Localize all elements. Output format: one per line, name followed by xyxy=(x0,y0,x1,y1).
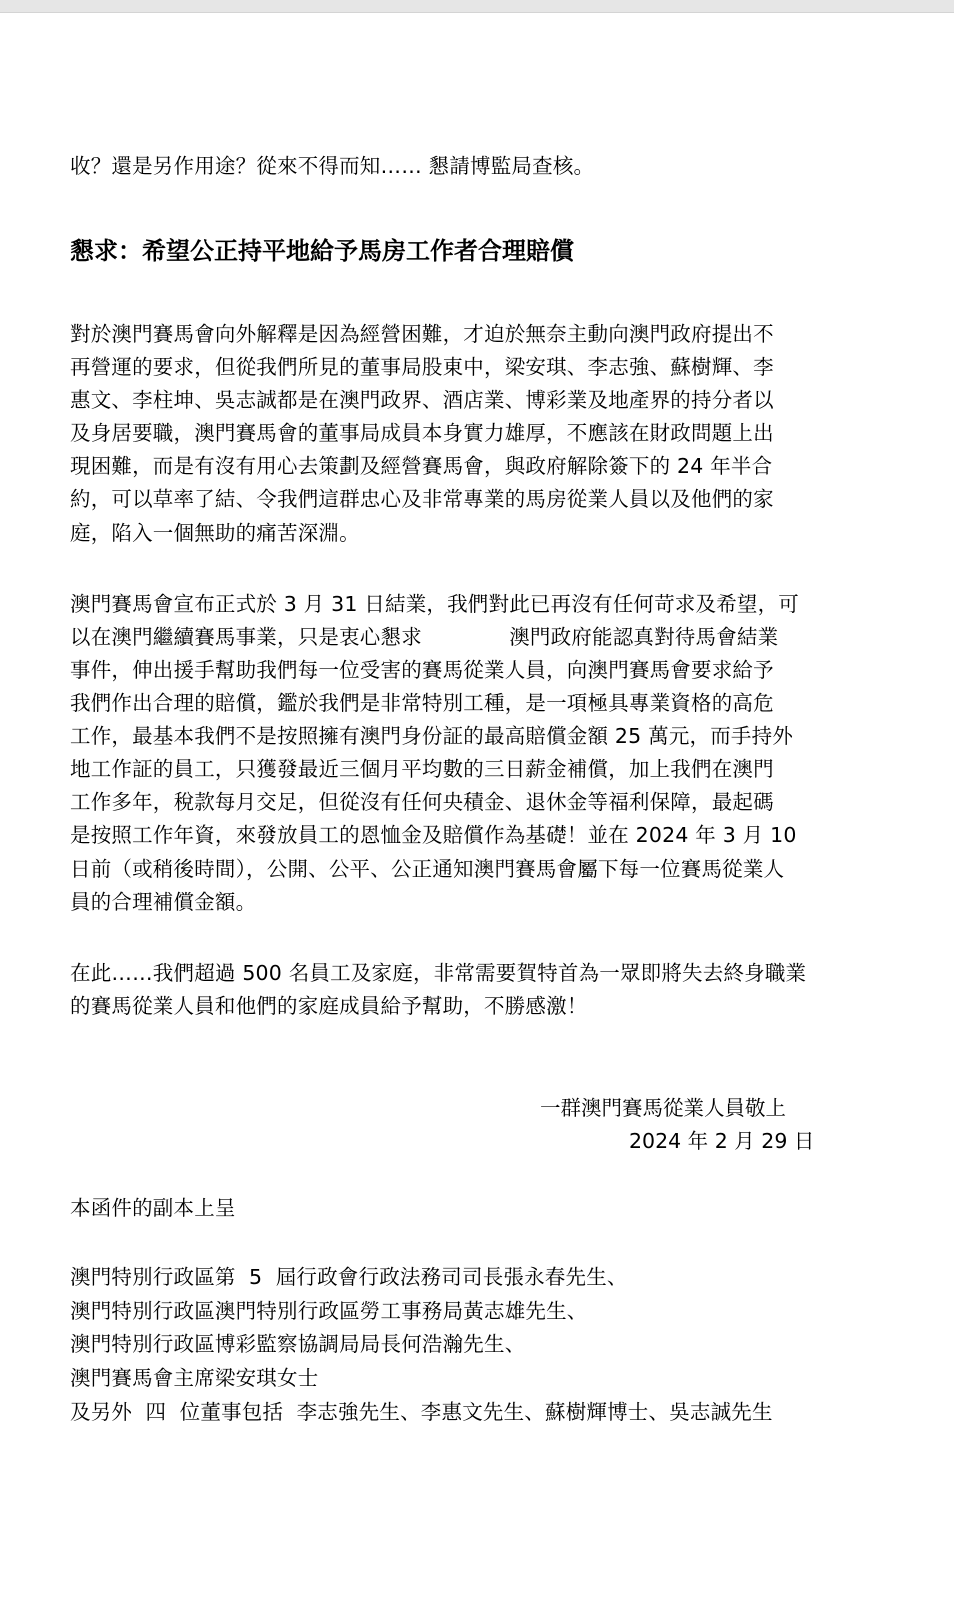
paragraph-line: 以在澳門繼續賽馬事業，只是衷心懇求 澳門政府能認真對待馬會結業 xyxy=(70,625,779,649)
paragraph-line: 的賽馬從業人員和他們的家庭成員給予幫助，不勝感激！ xyxy=(70,994,588,1018)
appeal-heading: 懇求：希望公正持平地給予馬房工作者合理賠償 xyxy=(70,237,574,265)
paragraph-line: 是按照工作年資，來發放員工的恩恤金及賠償作為基礎！並在 2024 年 3 月 10 xyxy=(70,823,797,847)
copy-recipient: 澳門特別行政區博彩監察協調局局長何浩瀚先生、 xyxy=(70,1332,526,1356)
copy-recipient: 澳門特別行政區第 5 屆行政會行政法務司司長張永春先生、 xyxy=(70,1265,628,1289)
letter-date: 2024 年 2 月 29 日 xyxy=(629,1129,815,1153)
paragraph-line: 我們作出合理的賠償，鑑於我們是非常特別工種，是一項極具專業資格的高危 xyxy=(70,691,774,715)
paragraph-line: 工作多年，稅款每月交足，但從沒有任何央積金、退休金等福利保障，最起碼 xyxy=(70,790,774,814)
paragraph-line: 再營運的要求，但從我們所見的董事局股東中，梁安琪、李志強、蘇樹輝、李 xyxy=(70,355,774,379)
copy-recipient: 及另外 四 位董事包括 李志強先生、李惠文先生、蘇樹輝博士、吳志誠先生 xyxy=(70,1400,773,1424)
paragraph-line: 約，可以草率了結、令我們這群忠心及非常專業的馬房從業人員以及他們的家 xyxy=(70,487,774,511)
signature: 一群澳門賽馬從業人員敬上 xyxy=(540,1096,786,1120)
paragraph-line: 惠文、李柱坤、吳志誠都是在澳門政界、酒店業、博彩業及地產界的持分者以 xyxy=(70,388,774,412)
paragraph-line: 事件，伸出援手幫助我們每一位受害的賽馬從業人員，向澳門賽馬會要求給予 xyxy=(70,658,774,682)
copy-recipient: 澳門特別行政區澳門特別行政區勞工事務局黃志雄先生、 xyxy=(70,1299,588,1323)
paragraph-line: 日前（或稍後時間），公開、公平、公正通知澳門賽馬會屬下每一位賽馬從業人 xyxy=(70,857,785,881)
paragraph-line: 對於澳門賽馬會向外解釋是因為經營困難，才迫於無奈主動向澳門政府提出不 xyxy=(70,322,774,346)
paragraph-line: 澳門賽馬會宣布正式於 3 月 31 日結業，我們對此已再沒有任何苛求及希望，可 xyxy=(70,592,799,616)
intro-line: 收？還是另作用途？從來不得而知…… 懇請博監局查核。 xyxy=(70,154,595,178)
paragraph-line: 在此……我們超過 500 名員工及家庭，非常需要賀特首為一眾即將失去終身職業 xyxy=(70,961,807,985)
paragraph-line: 員的合理補償金額。 xyxy=(70,890,257,914)
paragraph-line: 庭，陷入一個無助的痛苦深淵。 xyxy=(70,521,360,545)
paragraph-line: 工作，最基本我們不是按照擁有澳門身份証的最高賠償金額 25 萬元，而手持外 xyxy=(70,724,794,748)
copies-heading: 本函件的副本上呈 xyxy=(70,1196,236,1220)
paragraph-line: 地工作証的員工，只獲發最近三個月平均數的三日薪金補償，加上我們在澳門 xyxy=(70,757,774,781)
paragraph-line: 及身居要職，澳門賽馬會的董事局成員本身實力雄厚，不應該在財政問題上出 xyxy=(70,421,774,445)
copy-recipient: 澳門賽馬會主席梁安琪女士 xyxy=(70,1366,319,1390)
paragraph-line: 現困難，而是有沒有用心去策劃及經營賽馬會，與政府解除簽下的 24 年半合 xyxy=(70,454,773,478)
